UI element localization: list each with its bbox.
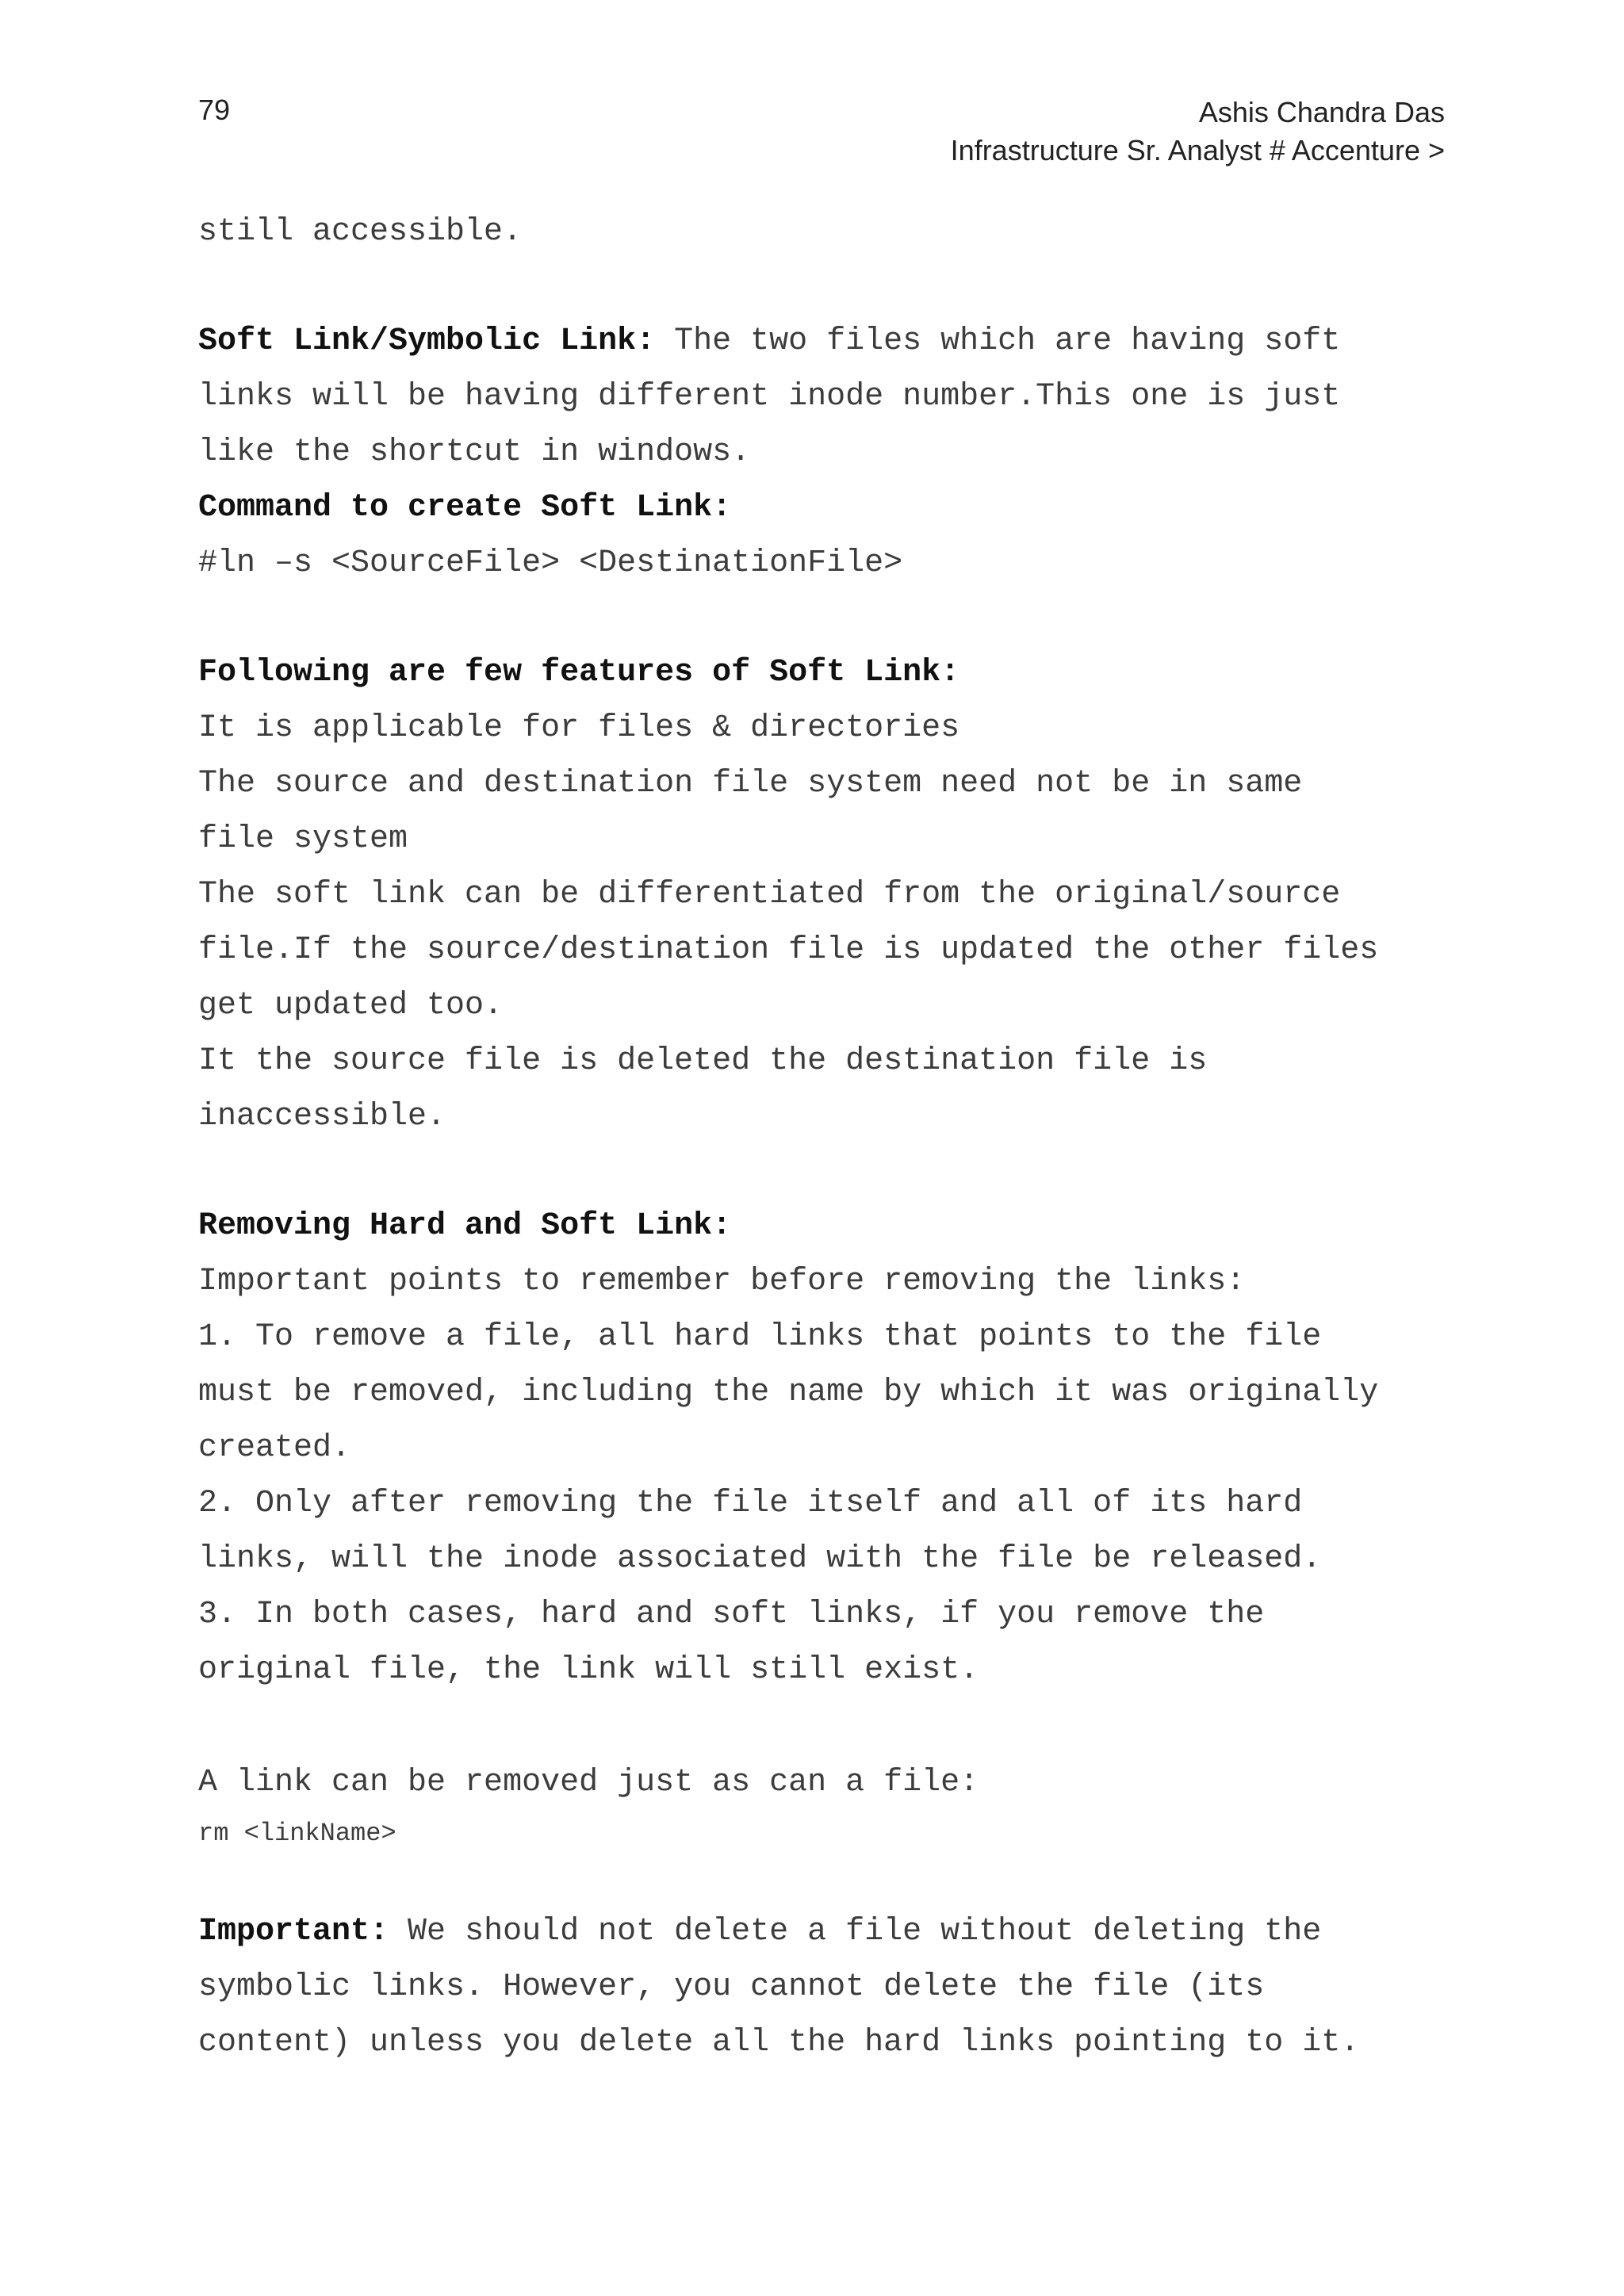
- note-text: We should not delete a file without deleting the: [389, 1914, 1322, 1950]
- feature-line: file.If the source/destination file is updated the other files: [198, 932, 1379, 968]
- removing-line: 1. To remove a file, all hard links that points to the file: [198, 1319, 1322, 1355]
- body-text: content) unless you delete all the hard links pointing to it.: [198, 2025, 1360, 2061]
- soft-link-definition: [198, 314, 1451, 369]
- author-name: Ashis Chandra Das: [1198, 96, 1445, 128]
- removing-line: created.: [198, 1430, 351, 1466]
- feature-line: It is applicable for files & directories: [198, 710, 960, 746]
- feature-line: get updated too.: [198, 988, 504, 1024]
- body-text: like the shortcut in windows.: [198, 434, 751, 470]
- body-text: A link can be removed just as can a file:: [198, 1765, 979, 1800]
- body-text: still accessible.: [198, 214, 523, 250]
- removing-line: links, will the inode associated with the file be released.: [198, 1541, 1322, 1577]
- removing-line: 2. Only after removing the file itself and all of its hard: [198, 1486, 1303, 1521]
- feature-line: file system: [198, 821, 408, 857]
- spacer: [198, 1857, 1451, 1904]
- spacer: [198, 260, 1451, 314]
- definition-text: The two files which are having soft: [655, 323, 1341, 359]
- feature-line: The source and destination file system need not be in same: [198, 766, 1303, 802]
- feature-line: inaccessible.: [198, 1099, 446, 1135]
- removing-line: must be removed, including the name by which it was originally: [198, 1375, 1379, 1410]
- command-text: #ln –s <SourceFile> <DestinationFile>: [198, 545, 903, 581]
- important-note: [198, 1904, 1451, 1960]
- section-heading: Command to create Soft Link:: [198, 490, 732, 526]
- removing-line: Important points to remember before removing the links:: [198, 1264, 1246, 1299]
- spacer: [198, 591, 1451, 645]
- removing-line: original file, the link will still exist.: [198, 1652, 979, 1688]
- section-heading: Removing Hard and Soft Link:: [198, 1208, 732, 1244]
- spacer: [198, 1145, 1451, 1199]
- feature-line: The soft link can be differentiated from the original/source: [198, 877, 1341, 913]
- term-important: Important:: [198, 1914, 389, 1950]
- spacer: [198, 1698, 1451, 1755]
- body-text: links will be having different inode number.This one is just: [198, 379, 1341, 415]
- term-soft-link: Soft Link/Symbolic Link:: [198, 323, 656, 359]
- page-number: 79: [198, 94, 231, 126]
- page-header: [951, 94, 1445, 170]
- body-text: symbolic links. However, you cannot delete the file (its: [198, 1969, 1265, 2005]
- section-heading: Following are few features of Soft Link:: [198, 655, 960, 691]
- author-role: Infrastructure Sr. Analyst # Accenture >: [950, 134, 1445, 166]
- command-text: rm <linkName>: [198, 1819, 396, 1848]
- removing-line: 3. In both cases, hard and soft links, if you remove the: [198, 1597, 1265, 1632]
- feature-line: It the source file is deleted the destination file is: [198, 1043, 1208, 1079]
- page-body: [198, 205, 1451, 2071]
